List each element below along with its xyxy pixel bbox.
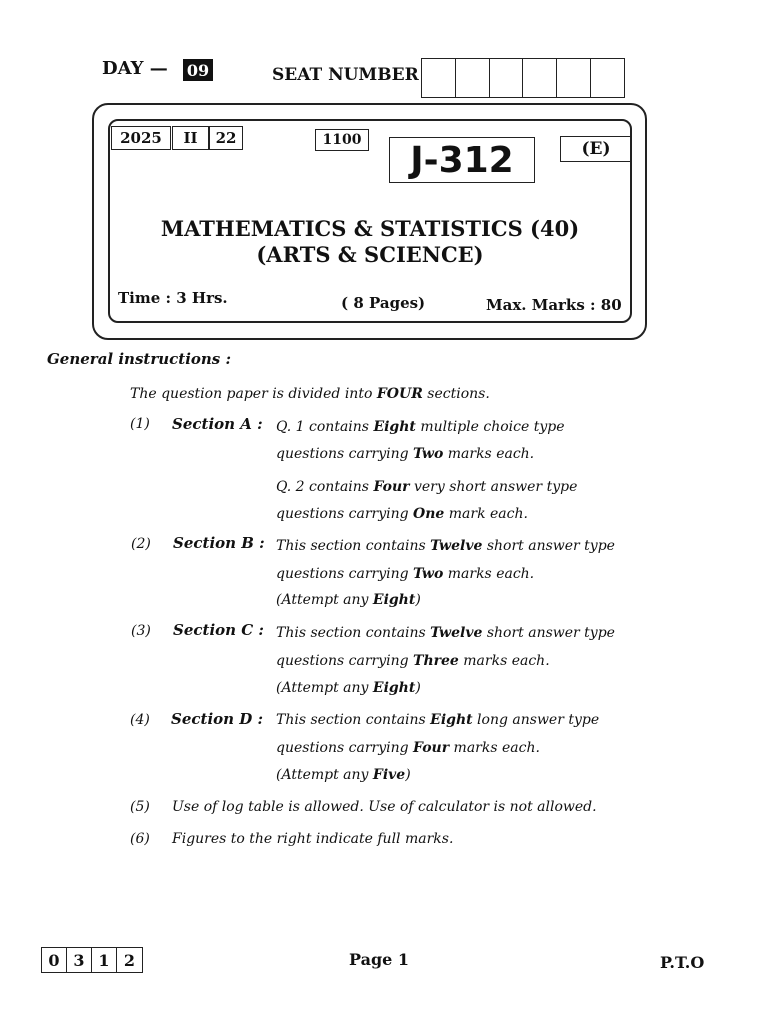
line-text: This section contains [276, 625, 431, 641]
section-a-line [276, 419, 565, 435]
item-number: (2) [131, 536, 151, 552]
intro-text: sections. [422, 386, 490, 402]
line-text: (Attempt any [276, 592, 373, 608]
line-text: ) [415, 592, 421, 608]
max-marks-label: Max. Marks : 80 [486, 296, 622, 314]
subject-subtitle: (ARTS & SCIENCE) [256, 242, 484, 267]
line-emphasis: Four [373, 479, 410, 495]
pto-label: P.T.O [660, 953, 705, 972]
section-b-label: Section B : [173, 534, 265, 552]
page-number: Page 1 [349, 950, 410, 969]
line-text: questions carrying [276, 740, 414, 756]
line-emphasis: Eight [372, 592, 416, 608]
pages-label: ( 8 Pages) [341, 294, 426, 312]
section-d-line [276, 740, 540, 756]
line-text: multiple choice type [415, 419, 565, 435]
line-text: mark each. [444, 506, 528, 522]
line-text: questions carrying [276, 566, 414, 582]
section-c-line [276, 625, 615, 641]
intro-emphasis: FOUR [376, 386, 423, 402]
section-c-line [276, 680, 421, 696]
line-emphasis: Eight [372, 680, 416, 696]
line-emphasis: Three [413, 653, 459, 669]
intro-text: The question paper is divided into [130, 386, 377, 402]
footer-code-digit: 1 [92, 948, 117, 972]
item-number: (1) [130, 416, 150, 432]
instructions-heading: General instructions : [47, 350, 232, 368]
line-text: short answer type [482, 538, 615, 554]
exam-month-box: II [172, 126, 209, 150]
day-label: DAY — [102, 58, 168, 79]
section-c-label: Section C : [173, 621, 264, 639]
item-number: (5) [130, 799, 150, 815]
line-text: This section contains [276, 538, 431, 554]
exam-time-code-box: 1100 [315, 129, 369, 151]
seat-digit-box[interactable] [490, 59, 524, 97]
seat-digit-box[interactable] [523, 59, 557, 97]
line-emphasis: Twelve [430, 625, 483, 641]
line-emphasis: Four [413, 740, 450, 756]
line-text: (Attempt any [276, 680, 373, 696]
line-emphasis: Two [413, 446, 444, 462]
line-text: (Attempt any [276, 767, 373, 783]
line-emphasis: Five [372, 767, 406, 783]
item-number: (3) [131, 623, 151, 639]
footer-code-digit: 0 [42, 948, 67, 972]
seat-digit-box[interactable] [591, 59, 624, 97]
line-text: questions carrying [276, 506, 414, 522]
item-number: (4) [130, 712, 150, 728]
time-label: Time : 3 Hrs. [118, 289, 228, 307]
seat-number-label: SEAT NUMBER [272, 65, 419, 85]
section-b-line [276, 538, 615, 554]
section-c-line [276, 653, 550, 669]
line-text: ) [415, 680, 421, 696]
line-text: marks each. [443, 566, 535, 582]
exam-year-box: 2025 [111, 126, 171, 150]
instruction-log-table: Use of log table is allowed. Use of calculator is not allowed. [172, 799, 597, 815]
section-a-line [276, 506, 528, 522]
line-text: questions carrying [276, 446, 414, 462]
line-text: marks each. [443, 446, 535, 462]
line-text: Q. 1 contains [276, 419, 374, 435]
line-text: very short answer type [409, 479, 578, 495]
subject-title: MATHEMATICS & STATISTICS (40) [160, 216, 580, 241]
footer-code-boxes [41, 947, 143, 973]
line-text: long answer type [472, 712, 600, 728]
footer-code-digit: 3 [67, 948, 92, 972]
line-emphasis: Eight [373, 419, 416, 435]
line-text: short answer type [482, 625, 615, 641]
line-text: Q. 2 contains [276, 479, 374, 495]
line-text: marks each. [458, 653, 550, 669]
section-a-label: Section A : [172, 415, 263, 433]
instructions-intro [130, 386, 490, 402]
section-a-line [276, 446, 534, 462]
line-emphasis: Twelve [430, 538, 483, 554]
instruction-full-marks: Figures to the right indicate full marks. [172, 831, 454, 847]
section-d-line [276, 712, 599, 728]
line-emphasis: Two [413, 566, 444, 582]
line-emphasis: Eight [430, 712, 473, 728]
line-text: questions carrying [276, 653, 414, 669]
section-d-label: Section D : [171, 710, 264, 728]
seat-digit-box[interactable] [557, 59, 591, 97]
seat-digit-box[interactable] [422, 59, 456, 97]
medium-box: (E) [560, 136, 632, 162]
section-a-line [276, 479, 577, 495]
footer-code-digit: 2 [123, 950, 136, 970]
line-text: This section contains [276, 712, 431, 728]
section-b-line [276, 592, 421, 608]
exam-day-box: 22 [209, 126, 243, 150]
line-text: ) [405, 767, 411, 783]
section-d-line [276, 767, 411, 783]
day-badge: 09 [183, 59, 213, 81]
seat-digit-box[interactable] [456, 59, 490, 97]
section-b-line [276, 566, 534, 582]
item-number: (6) [130, 831, 150, 847]
line-emphasis: One [413, 506, 445, 522]
line-text: marks each. [449, 740, 540, 756]
paper-code: J-312 [389, 137, 535, 183]
seat-number-boxes[interactable] [421, 58, 625, 98]
